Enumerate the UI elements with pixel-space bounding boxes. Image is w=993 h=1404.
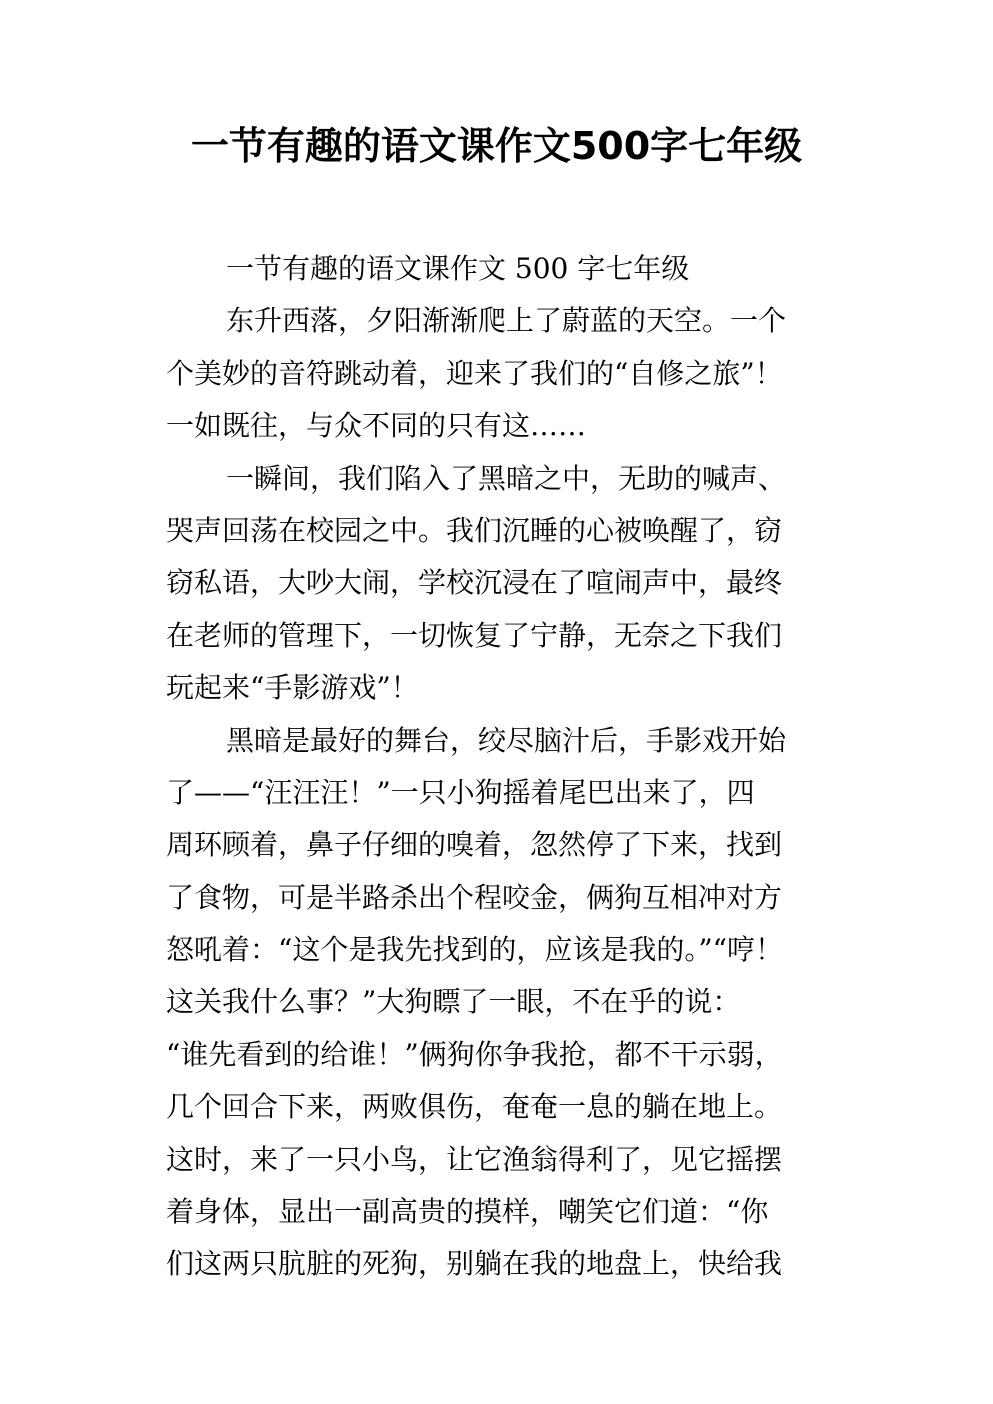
body-line: 个美妙的音符跳动着，迎来了我们的“自修之旅”！ [166, 356, 783, 390]
body-line: 几个回合下来，两败俱伤，奄奄一息的躺在地上。 [166, 1090, 783, 1124]
body-line: 们这两只肮脏的死狗，别躺在我的地盘上，快给我 [166, 1247, 783, 1281]
body-line: 在老师的管理下，一切恢复了宁静，无奈之下我们 [166, 618, 783, 652]
body-line: 一节有趣的语文课作文 500 字七年级 [226, 252, 690, 285]
body-line: 怒吼着：“这个是我先找到的，应该是我的。”“哼！ [166, 933, 783, 967]
document-body [166, 243, 840, 1291]
body-line: 着身体，显出一副高贵的摸样，嘲笑它们道：“你 [166, 1195, 769, 1229]
body-line: 黑暗是最好的舞台，绞尽脑汁后，手影戏开始 [226, 723, 787, 757]
body-line: 这时，来了一只小鸟，让它渔翁得利了，见它摇摆 [166, 1142, 783, 1176]
body-line: 窃私语，大吵大闹，学校沉浸在了喧闹声中，最终 [166, 566, 783, 600]
body-line: 这关我什么事？”大狗瞟了一眼，不在乎的说： [166, 985, 741, 1019]
body-line: “谁先看到的给谁！”俩狗你争我抢，都不干示弱， [166, 1037, 783, 1071]
body-line: 周环顾着，鼻子仔细的嗅着，忽然停了下来，找到 [166, 828, 783, 862]
body-line: 玩起来“手影游戏”！ [166, 671, 419, 705]
body-line: 东升西落，夕阳渐渐爬上了蔚蓝的天空。一个 [226, 304, 787, 338]
body-line: 一瞬间，我们陷入了黑暗之中，无助的喊声、 [226, 461, 787, 495]
body-line: 一如既往，与众不同的只有这…… [166, 409, 587, 443]
body-line: 哭声回荡在校园之中。我们沉睡的心被唤醒了，窃 [166, 513, 783, 547]
body-line: 了食物，可是半路杀出个程咬金，俩狗互相冲对方 [166, 880, 783, 914]
body-line: 了——“汪汪汪！”一只小狗摇着尾巴出来了，四 [166, 775, 755, 809]
document-title: 一节有趣的语文课作文500字七年级 [190, 124, 803, 168]
